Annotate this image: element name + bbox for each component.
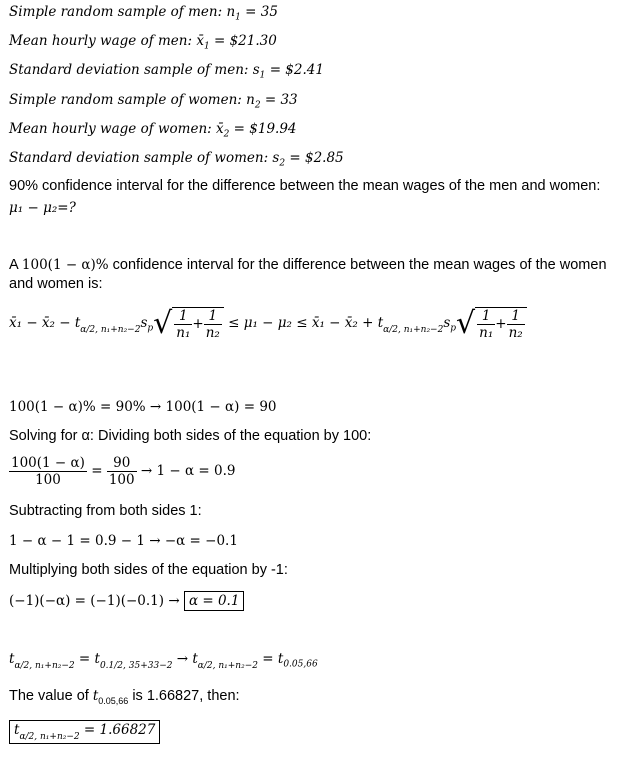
given-label: Simple random sample of men: — [9, 4, 227, 20]
fraction-numerator: 100(1 − α) — [11, 455, 85, 471]
t-subscript: α/2, n₁+n₂−2 — [19, 732, 80, 742]
formula-sp: s — [140, 315, 148, 331]
step-equation-3: 1 − α − 1 = 0.9 − 1 → −α = −0.1 — [9, 533, 238, 549]
fraction — [174, 308, 192, 341]
t-equals: = t — [257, 651, 284, 667]
ci-math: 100(1 − α)% — [21, 257, 109, 273]
t-symbol: t — [9, 651, 15, 667]
formula-sp-subscript: p — [450, 323, 457, 334]
t-subscript: α/2, n₁+n₂−2 — [14, 661, 75, 671]
fraction — [507, 308, 525, 341]
fraction-numerator: 1 — [204, 308, 222, 325]
value-text: is 1.66827, then: — [128, 688, 240, 704]
formula-t-subscript: α/2, n₁+n₂−2 — [80, 325, 141, 335]
given-subscript: 2 — [223, 129, 230, 140]
t-subscript: α/2, n₁+n₂−2 — [197, 661, 258, 671]
plus-sign: + — [192, 315, 204, 332]
fraction-numerator: 90 — [107, 455, 137, 472]
sqrt-body — [475, 307, 527, 341]
given-label: Mean hourly wage of men: — [9, 33, 197, 49]
fraction — [107, 455, 137, 488]
final-result — [9, 720, 160, 744]
value-t: t — [92, 688, 99, 704]
sqrt-icon: √ — [456, 306, 476, 341]
t-equals: = t — [74, 651, 100, 667]
fraction-denominator: n₂ — [508, 324, 523, 341]
sqrt-icon: √ — [153, 306, 173, 341]
fraction — [204, 308, 222, 341]
given-symbol: n — [246, 92, 255, 108]
given-value: = $2.85 — [285, 150, 344, 166]
given-subscript: 2 — [279, 158, 286, 169]
step-subtract-text: Subtracting from both sides 1: — [9, 503, 202, 519]
fraction-denominator: n₁ — [176, 324, 191, 341]
ci-text: A — [9, 257, 22, 273]
fraction — [9, 455, 87, 488]
ci-text: confidence interval for the difference between the mean wages of the women — [108, 257, 607, 273]
fraction-denominator: 100 — [35, 472, 61, 488]
t-subscript-values: 0.1/2, 35+33−2 — [99, 661, 173, 671]
value-text: The value of — [9, 688, 93, 704]
fraction-denominator: 100 — [108, 472, 135, 488]
value-t-subscript: 0.05,66 — [98, 695, 129, 706]
step-solve-text: Solving for α: Dividing both sides of the equation by 100: — [9, 428, 372, 444]
step-equation-4 — [9, 591, 244, 611]
equation-4-text: (−1)(−α) = (−1)(−0.1) → — [9, 593, 184, 609]
given-line-n1 — [9, 4, 278, 23]
sqrt-body — [172, 307, 224, 341]
t-symbol: t — [14, 722, 20, 738]
ci-description-line1 — [9, 257, 607, 273]
formula-sp: s — [443, 315, 451, 331]
fraction-denominator: n₂ — [205, 324, 220, 341]
given-symbol: s — [252, 62, 260, 78]
given-label: Simple random sample of women: — [9, 92, 247, 108]
given-value: = $21.30 — [209, 33, 277, 49]
step-equation-2 — [9, 455, 235, 488]
equation-tail: → 1 − α = 0.9 — [140, 463, 236, 479]
final-value: = 1.66827 — [79, 722, 156, 738]
given-label: Mean hourly wage of women: — [9, 121, 217, 137]
formula-middle: ≤ μ₁ − μ₂ ≤ x̄₁ − x̄₂ + t — [223, 315, 384, 331]
given-line-n2 — [9, 92, 298, 111]
equals-sign: = — [91, 463, 103, 479]
intro-question: μ₁ − μ₂=? — [9, 200, 76, 216]
formula-t-subscript: α/2, n₁+n₂−2 — [383, 325, 444, 335]
given-line-s2 — [9, 150, 344, 169]
step-multiply-text: Multiplying both sides of the equation by -1: — [9, 562, 288, 578]
given-label: Standard deviation sample of women: — [9, 150, 273, 166]
formula-left: x̄₁ − x̄₂ − t — [9, 315, 81, 331]
given-value: = $2.41 — [265, 62, 324, 78]
given-symbol: s — [272, 150, 280, 166]
intro-line: 90% confidence interval for the difference between the mean wages of the men and women: — [9, 178, 601, 194]
fraction-numerator: 1 — [507, 308, 525, 325]
given-line-x2 — [9, 121, 297, 140]
final-result-box — [9, 720, 160, 744]
given-value: = $19.94 — [229, 121, 297, 137]
fraction-numerator: 1 — [477, 308, 495, 325]
fraction-denominator: n₁ — [479, 324, 494, 341]
given-symbol: n — [226, 4, 236, 20]
given-subscript: 2 — [254, 100, 261, 111]
t-equation — [9, 651, 318, 671]
given-value: = 35 — [240, 4, 278, 20]
given-symbol: x̄ — [196, 33, 204, 49]
fraction-numerator: 1 — [174, 308, 192, 325]
plus-sign: + — [495, 315, 507, 332]
formula-sp-subscript: p — [147, 323, 154, 334]
given-value: = 33 — [260, 92, 298, 108]
step-equation-1: 100(1 − α)% = 90% → 100(1 − α) = 90 — [9, 399, 277, 415]
given-line-s1 — [9, 62, 324, 81]
given-subscript: 1 — [203, 41, 210, 52]
fraction — [477, 308, 495, 341]
t-value-text — [9, 688, 240, 706]
ci-description-line2: and women is: — [9, 276, 103, 292]
alpha-result-box: α = 0.1 — [184, 591, 244, 611]
given-subscript: 1 — [259, 70, 266, 81]
ci-formula — [9, 306, 527, 341]
given-symbol: x̄ — [216, 121, 224, 137]
given-subscript: 1 — [235, 12, 241, 23]
given-line-x1 — [9, 33, 277, 52]
given-label: Standard deviation sample of men: — [9, 62, 253, 78]
t-final-subscript: 0.05,66 — [283, 659, 318, 670]
t-arrow: → t — [172, 651, 198, 667]
